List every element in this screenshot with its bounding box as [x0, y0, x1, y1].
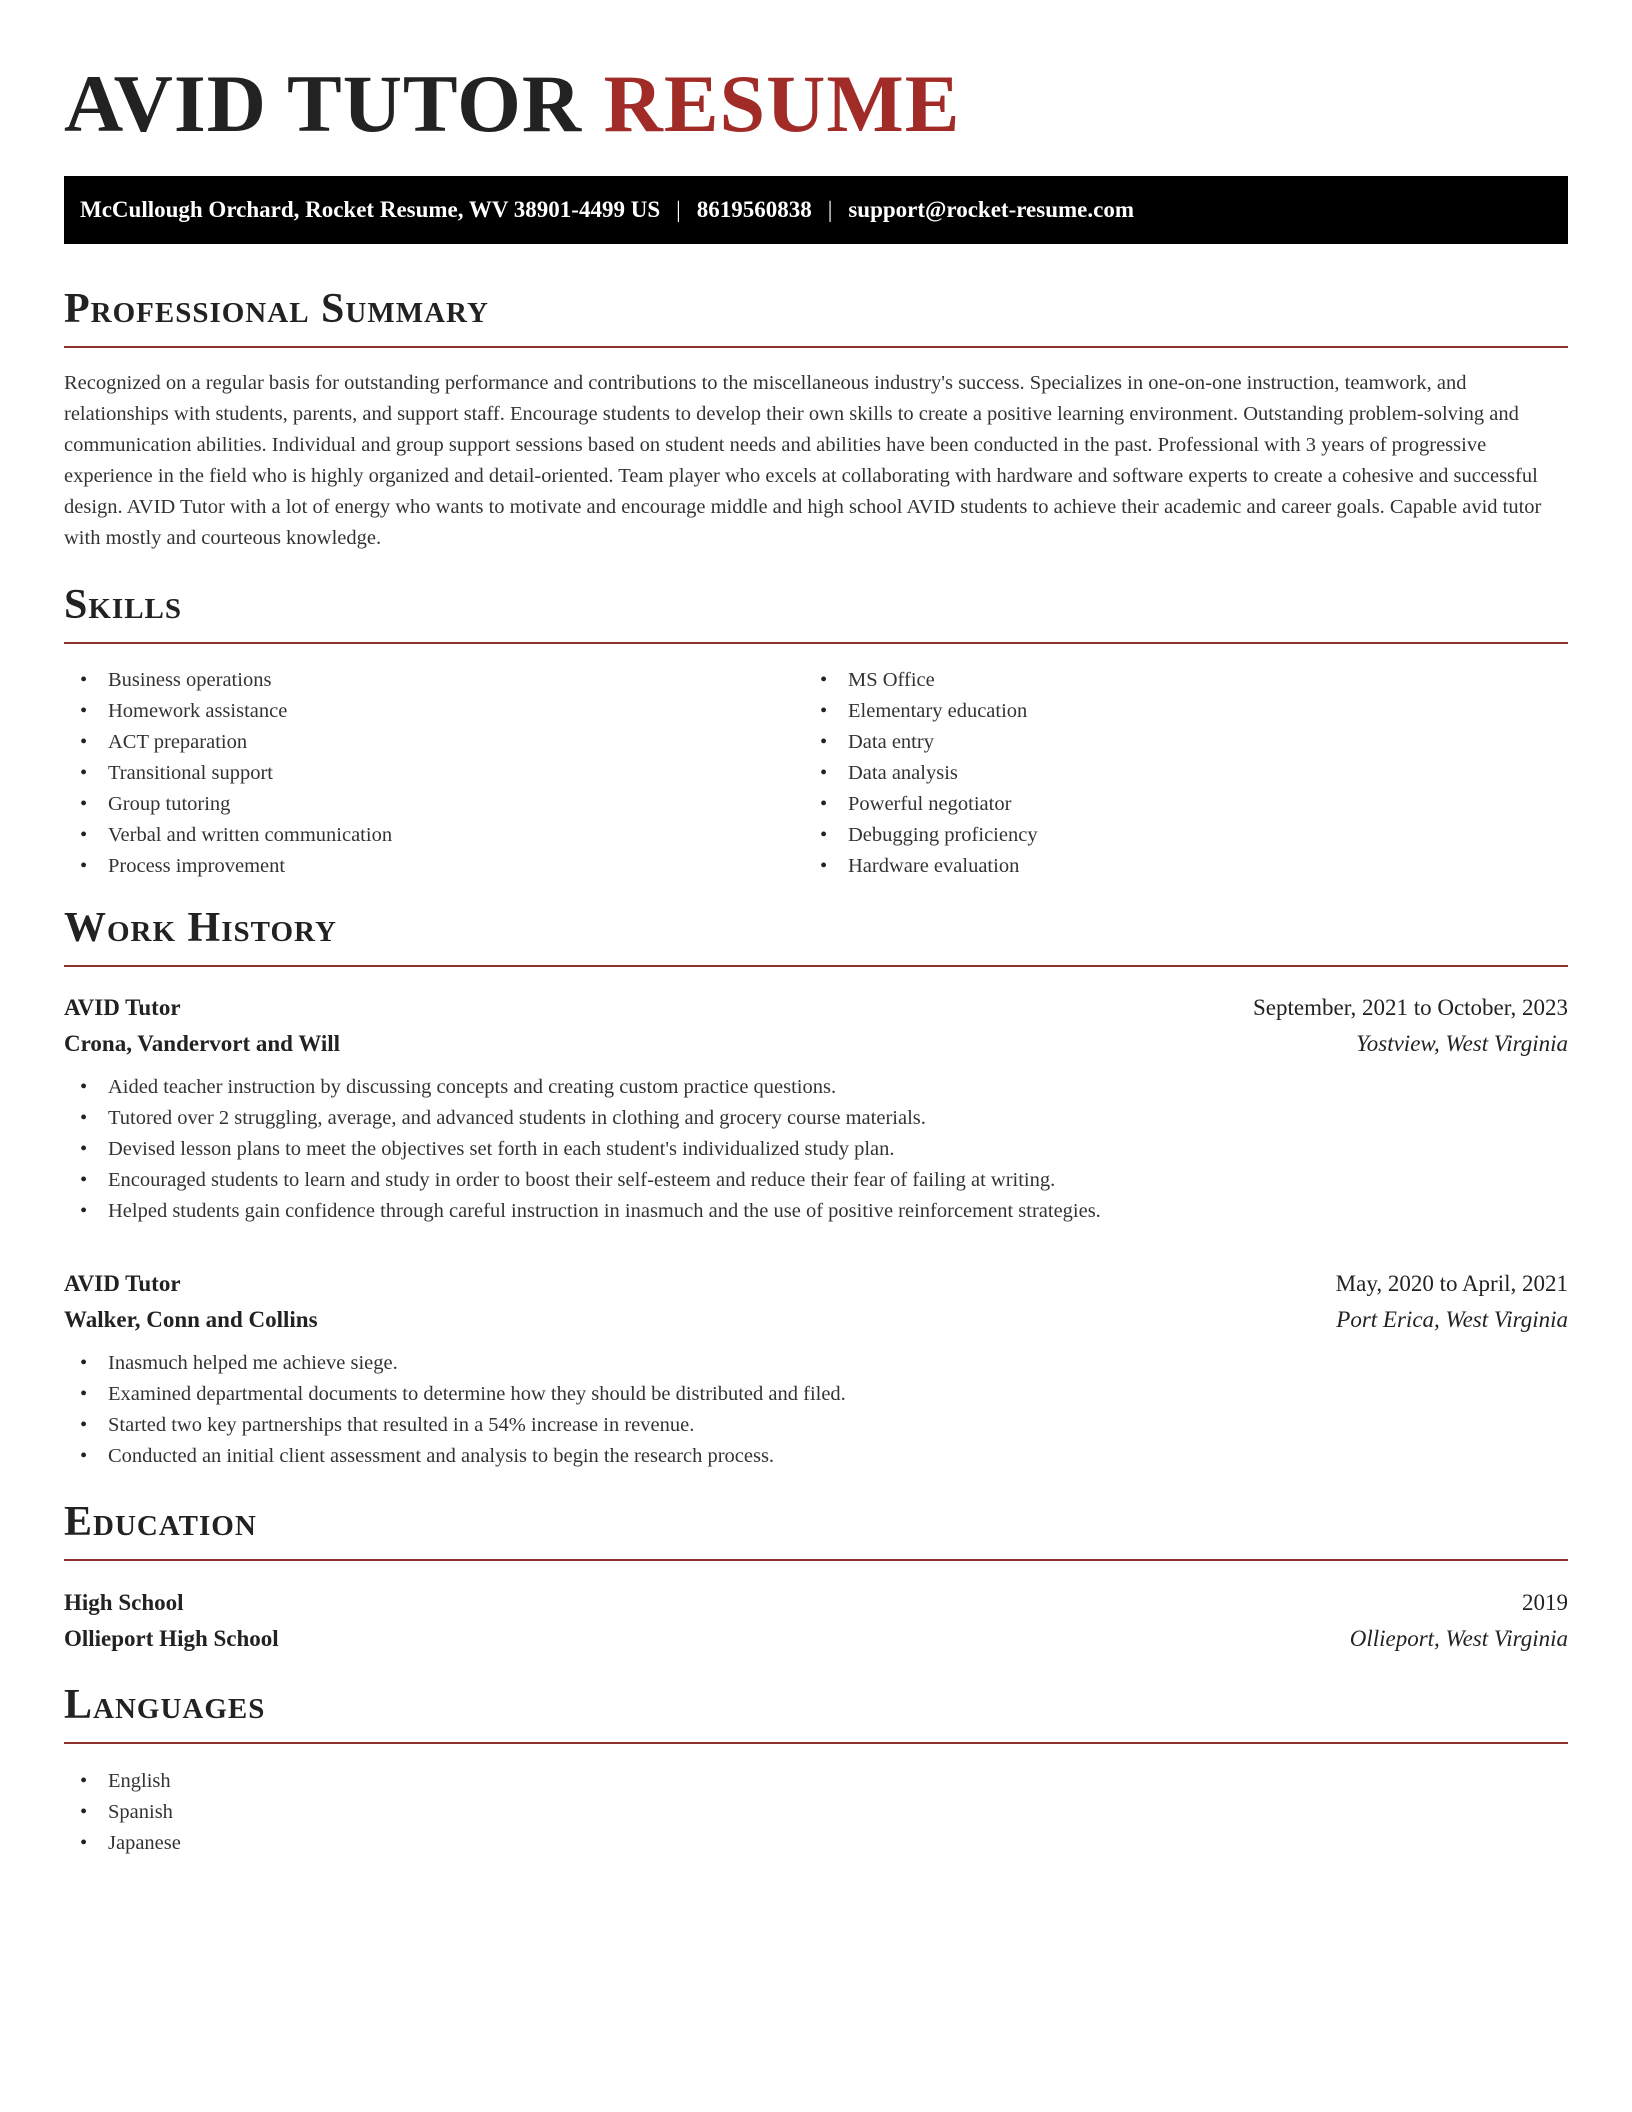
job-bullet: • Tutored over 2 struggling, average, and advanced students in clothing and grocery course materials. — [64, 1103, 1568, 1134]
skill-item: • Data entry — [804, 727, 1544, 758]
job-title-row — [64, 990, 1568, 1026]
language-item: • Japanese — [64, 1828, 804, 1859]
skills-heading: Skills — [64, 580, 1568, 644]
job-title: AVID Tutor — [64, 1271, 181, 1296]
skill-item: • Data analysis — [804, 758, 1544, 789]
skill-item: • Transitional support — [64, 758, 804, 789]
languages-heading: Languages — [64, 1680, 1568, 1744]
skill-item: • Group tutoring — [64, 789, 804, 820]
job-bullets — [64, 1348, 1568, 1472]
education-location: Ollieport, West Virginia — [1349, 1626, 1568, 1651]
language-item: • English — [64, 1766, 804, 1797]
job-company: Crona, Vandervort and Will — [64, 1031, 341, 1056]
skill-item: • MS Office — [804, 665, 1544, 696]
job-bullet: • Conducted an initial client assessment and analysis to begin the research process. — [64, 1441, 1568, 1472]
education-school: Ollieport High School — [64, 1626, 279, 1651]
job-bullet: • Started two key partnerships that resulted in a 54% increase in revenue. — [64, 1410, 1568, 1441]
contact-separator: | — [827, 197, 833, 222]
skill-item: • Homework assistance — [64, 696, 804, 727]
languages-list — [64, 1766, 804, 1859]
skill-item: • Hardware evaluation — [804, 851, 1544, 882]
job-company: Walker, Conn and Collins — [64, 1307, 318, 1332]
summary-heading: Professional Summary — [64, 284, 1568, 348]
education-school-row — [64, 1621, 1568, 1657]
skill-item: • Verbal and written communication — [64, 820, 804, 851]
title-main: AVID TUTOR — [64, 58, 583, 149]
contact-phone: 8619560838 — [696, 197, 812, 222]
language-item: • Spanish — [64, 1797, 804, 1828]
resume-title — [64, 58, 960, 150]
job-title: AVID Tutor — [64, 995, 181, 1020]
skill-item: • Business operations — [64, 665, 804, 696]
job-entry — [64, 1266, 1568, 1472]
job-bullet: • Helped students gain confidence through careful instruction in inasmuch and the use of positive reinforcement strategies. — [64, 1196, 1568, 1227]
job-location: Yostview, West Virginia — [1356, 1031, 1568, 1056]
job-bullet: • Encouraged students to learn and study in order to boost their self-esteem and reduce their fear of failing at writing. — [64, 1165, 1568, 1196]
job-bullet: • Devised lesson plans to meet the objectives set forth in each student's individualized study plan. — [64, 1134, 1568, 1165]
education-degree-row — [64, 1585, 1568, 1621]
job-bullet: • Inasmuch helped me achieve siege. — [64, 1348, 1568, 1379]
education-entry — [64, 1585, 1568, 1657]
contact-address: McCullough Orchard, Rocket Resume, WV 38901-4499 US — [80, 197, 661, 222]
title-accent: RESUME — [603, 58, 961, 149]
work-heading: Work History — [64, 903, 1568, 967]
skill-item: • Powerful negotiator — [804, 789, 1544, 820]
job-company-row — [64, 1302, 1568, 1338]
job-bullets — [64, 1072, 1568, 1227]
skill-item: • ACT preparation — [64, 727, 804, 758]
job-company-row — [64, 1026, 1568, 1062]
skill-item: • Debugging proficiency — [804, 820, 1544, 851]
job-bullet: • Aided teacher instruction by discussing concepts and creating custom practice questions. — [64, 1072, 1568, 1103]
education-year: 2019 — [1522, 1590, 1568, 1615]
education-degree: High School — [64, 1590, 184, 1615]
skills-list-right — [804, 665, 1544, 882]
job-bullet: • Examined departmental documents to determine how they should be distributed and filed. — [64, 1379, 1568, 1410]
contact-separator: | — [676, 197, 681, 222]
summary-text: Recognized on a regular basis for outstanding performance and contributions to the miscellaneous industry's success. Specializes in one-on-one instruction, teamwork, and relationships with students, parents, and support staff. Encourage students to develop their own skills to create a positive learning environment. Outstanding problem-solving and communication abilities. Individual and group support sessions based on student needs and abilities have been conducted in the past. Professional with 3 years of progressive experience in the field who is highly organized and detail-oriented. Team player who excels at collaborating with hardware and software experts to create a cohesive and successful design. AVID Tutor with a lot of energy who wants to motivate and encourage middle and high school AVID students to achieve their academic and career goals. Capable avid tutor with mostly and courteous knowledge. — [64, 372, 1542, 549]
job-location: Port Erica, West Virginia — [1336, 1307, 1568, 1332]
skill-item: • Elementary education — [804, 696, 1544, 727]
skills-list-left — [64, 665, 804, 882]
job-dates: September, 2021 to October, 2023 — [1253, 995, 1568, 1020]
job-entry — [64, 990, 1568, 1227]
job-dates: May, 2020 to April, 2021 — [1335, 1271, 1568, 1296]
skill-item: • Process improvement — [64, 851, 804, 882]
contact-bar — [64, 176, 1568, 244]
contact-email[interactable]: support@rocket-resume.com — [848, 197, 1134, 222]
job-title-row — [64, 1266, 1568, 1302]
education-heading: Education — [64, 1497, 1568, 1561]
